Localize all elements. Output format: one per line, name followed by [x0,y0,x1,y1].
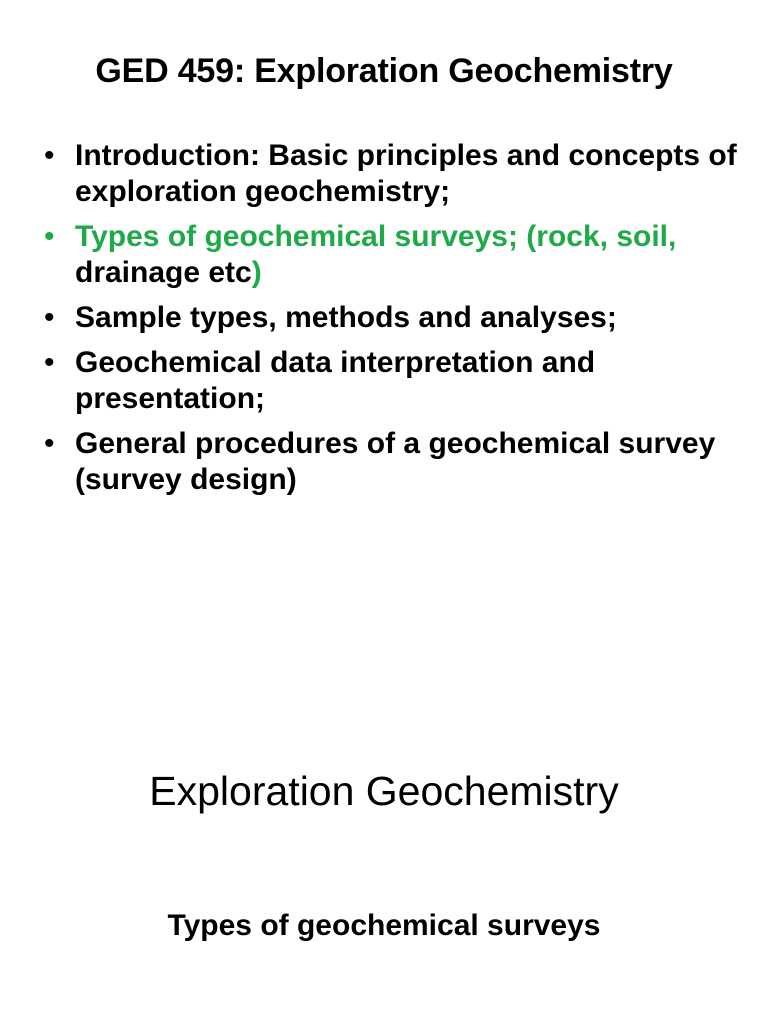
bullet-dot-icon: • [44,346,55,379]
bullet-dot-icon: • [44,220,55,253]
bullet-text-highlighted-close: ) [251,256,262,289]
bullet-list [40,138,740,507]
bullet-text: Geochemical data interpretation and presentation; [75,346,596,415]
slide-2-subtitle: Types of geochemical surveys [167,909,601,942]
bullet-item-sample-types [40,300,740,336]
bullet-text: drainage etc [75,256,252,289]
bullet-text: Introduction: Basic principles and concepts of exploration geochemistry; [75,139,737,208]
bullet-text: Sample types, methods and analyses; [75,301,617,334]
bullet-text-highlighted: Types of geochemical surveys; (rock, soil, [75,220,677,253]
bullet-dot-icon: • [44,427,55,460]
slide-1-title: GED 459: Exploration Geochemistry [95,52,673,90]
slide-2-title: Exploration Geochemistry [149,768,619,814]
bullet-item-introduction [40,138,740,210]
bullet-dot-icon: • [44,301,55,334]
bullet-item-general-procedures [40,426,740,498]
bullet-item-data-interpretation [40,345,740,417]
bullet-dot-icon: • [44,139,55,172]
bullet-item-survey-types [40,219,740,291]
bullet-text: General procedures of a geochemical survey (survey design) [75,427,716,496]
